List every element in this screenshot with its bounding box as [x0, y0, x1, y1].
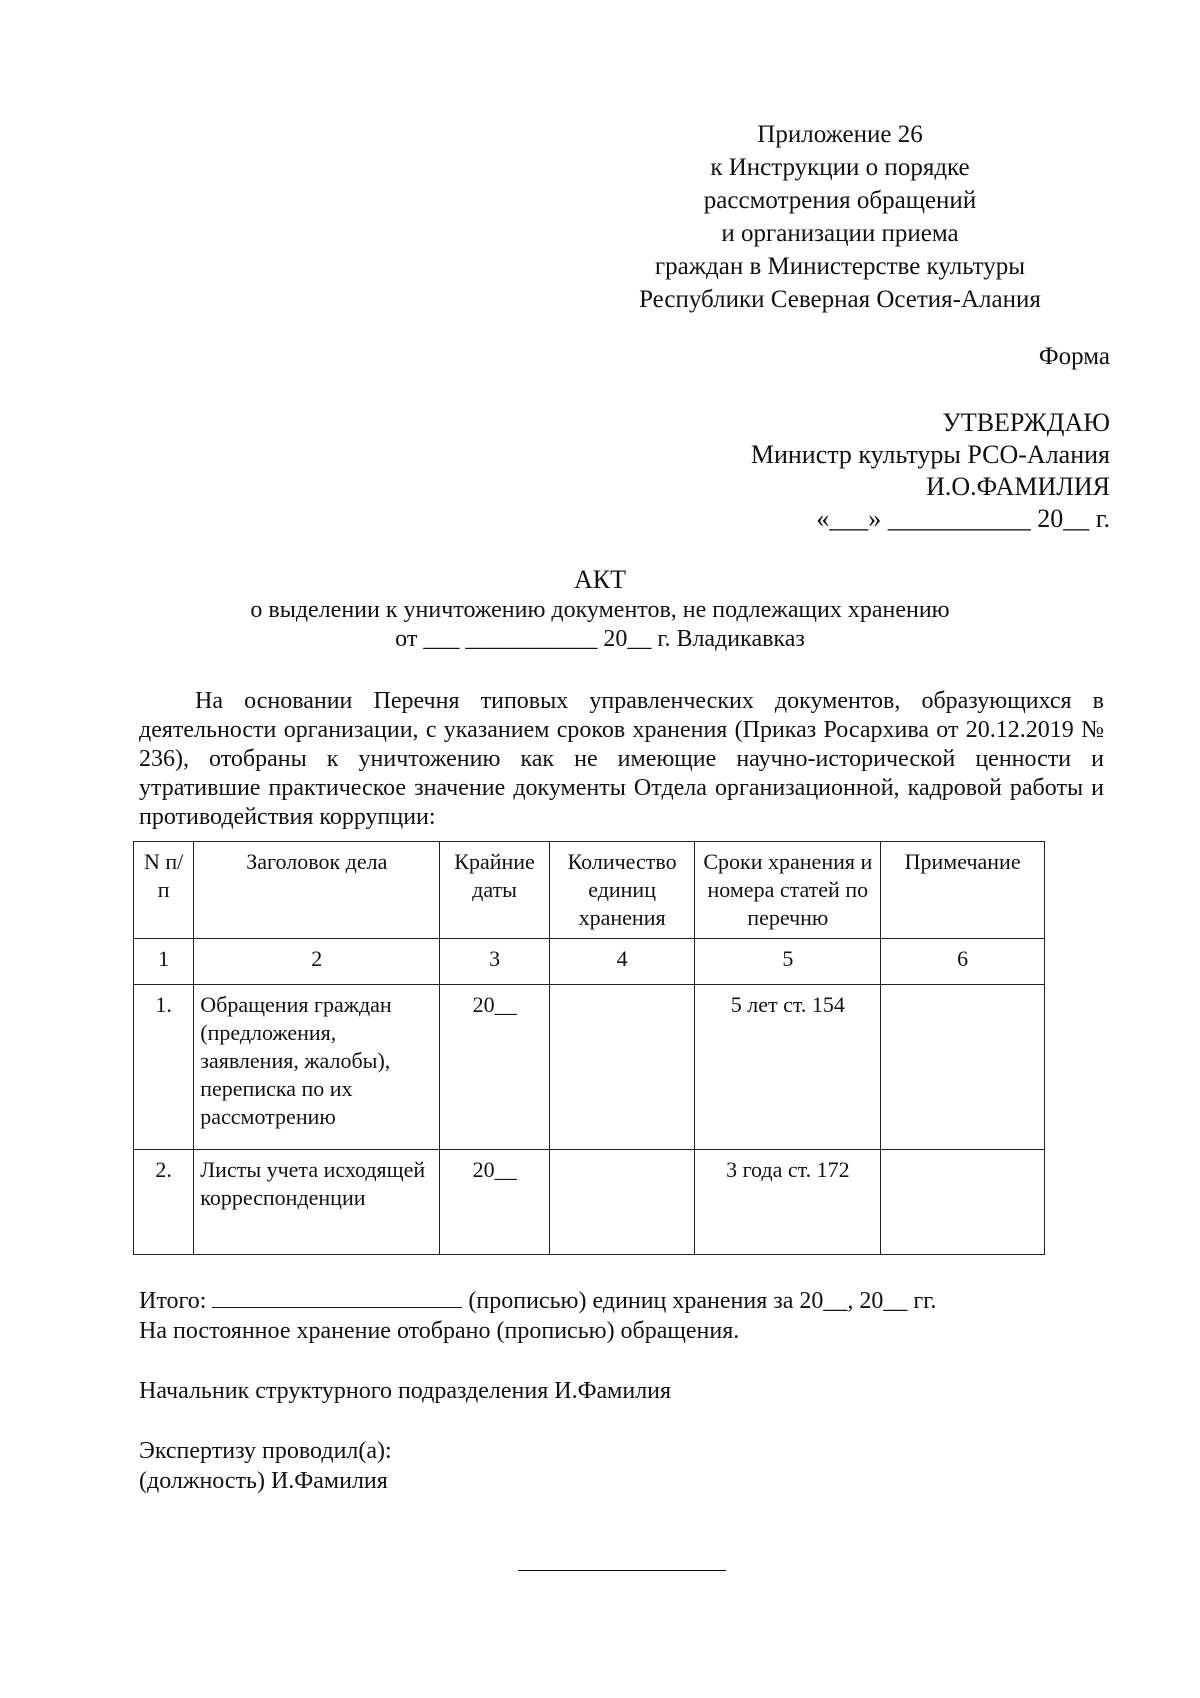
table-column-numbers	[134, 939, 1045, 985]
expert-label: Экспертизу проводил(а):	[139, 1438, 392, 1464]
table-row	[134, 1150, 1045, 1255]
cell-title: Листы учета исходящей корреспонденции	[194, 1150, 440, 1255]
header-note: Примечание	[881, 842, 1045, 939]
act-subtitle: о выделении к уничтожению документов, не подлежащих хранению	[250, 597, 950, 623]
column-number: 4	[549, 939, 695, 985]
appendix-line: Приложение 26	[757, 121, 923, 148]
total-line	[139, 1285, 936, 1316]
head-signature: Начальник структурного подразделения И.Фамилия	[139, 1378, 672, 1404]
cell-number: 2.	[134, 1150, 194, 1255]
header-retention: Сроки хранения и номера статей по перечню	[695, 842, 881, 939]
cell-dates: 20__	[440, 1150, 549, 1255]
expert-name: (должность) И.Фамилия	[139, 1468, 388, 1494]
cell-note	[881, 1150, 1045, 1255]
total-suffix: (прописью) единиц хранения за 20__, 20__ гг.	[468, 1288, 937, 1314]
appendix-line: Республики Северная Осетия-Алания	[639, 286, 1041, 313]
column-number: 1	[134, 939, 194, 985]
table-header-row	[134, 842, 1045, 939]
appendix-line: и организации приема	[721, 220, 959, 247]
column-number: 3	[440, 939, 549, 985]
approval-position: Министр культуры РСО-Алания	[750, 440, 1110, 469]
cell-dates: 20__	[440, 985, 549, 1150]
table-row	[134, 985, 1045, 1150]
appendix-block	[560, 118, 1120, 316]
permanent-line: На постоянное хранение отобрано (прописью) обращения.	[139, 1318, 740, 1344]
cell-retention: 3 года ст. 172	[695, 1150, 881, 1255]
appendix-line: граждан в Министерстве культуры	[654, 253, 1026, 280]
header-count: Количество единиц хранения	[549, 842, 695, 939]
header-dates: Крайние даты	[440, 842, 549, 939]
appendix-line: к Инструкции о порядке	[710, 154, 970, 181]
form-label: Форма	[1038, 343, 1110, 370]
column-number: 5	[695, 939, 881, 985]
header-number: N п/п	[134, 842, 194, 939]
appendix-line: рассмотрения обращений	[703, 187, 977, 214]
total-label: Итого:	[139, 1288, 207, 1314]
cell-retention: 5 лет ст. 154	[695, 985, 881, 1150]
intro-text: На основании Перечня типовых управленческих документов, образующихся в деятельности организации, с указанием сроков хранения (Приказ Росархива от 20.12.2019 № 236), отобраны к уничтожению как не имеющие научно-исторической ценности и утратившие практическое значение документы Отдела организационной, кадровой работы и противодействия коррупции:	[139, 688, 1104, 830]
cell-count	[549, 985, 695, 1150]
approval-date: «___» ___________ 20__ г.	[816, 504, 1110, 533]
header-title: Заголовок дела	[194, 842, 440, 939]
cell-note	[881, 985, 1045, 1150]
approval-heading: УТВЕРЖДАЮ	[942, 408, 1110, 437]
act-title: АКТ	[574, 565, 626, 594]
footer-block	[139, 1285, 936, 1496]
approval-name: И.О.ФАМИЛИЯ	[926, 472, 1110, 501]
total-blank	[212, 1285, 462, 1308]
approval-block	[751, 407, 1110, 535]
cell-number: 1.	[134, 985, 194, 1150]
cell-title: Обращения граждан (предложения, заявления, жалобы), переписка по их рассмотрению	[194, 985, 440, 1150]
intro-paragraph	[139, 687, 1104, 832]
closing-rule	[518, 1570, 726, 1571]
act-date-line: от ___ ___________ 20__ г. Владикавказ	[395, 626, 805, 652]
cell-count	[549, 1150, 695, 1255]
column-number: 6	[881, 939, 1045, 985]
column-number: 2	[194, 939, 440, 985]
documents-table	[133, 841, 1045, 1255]
